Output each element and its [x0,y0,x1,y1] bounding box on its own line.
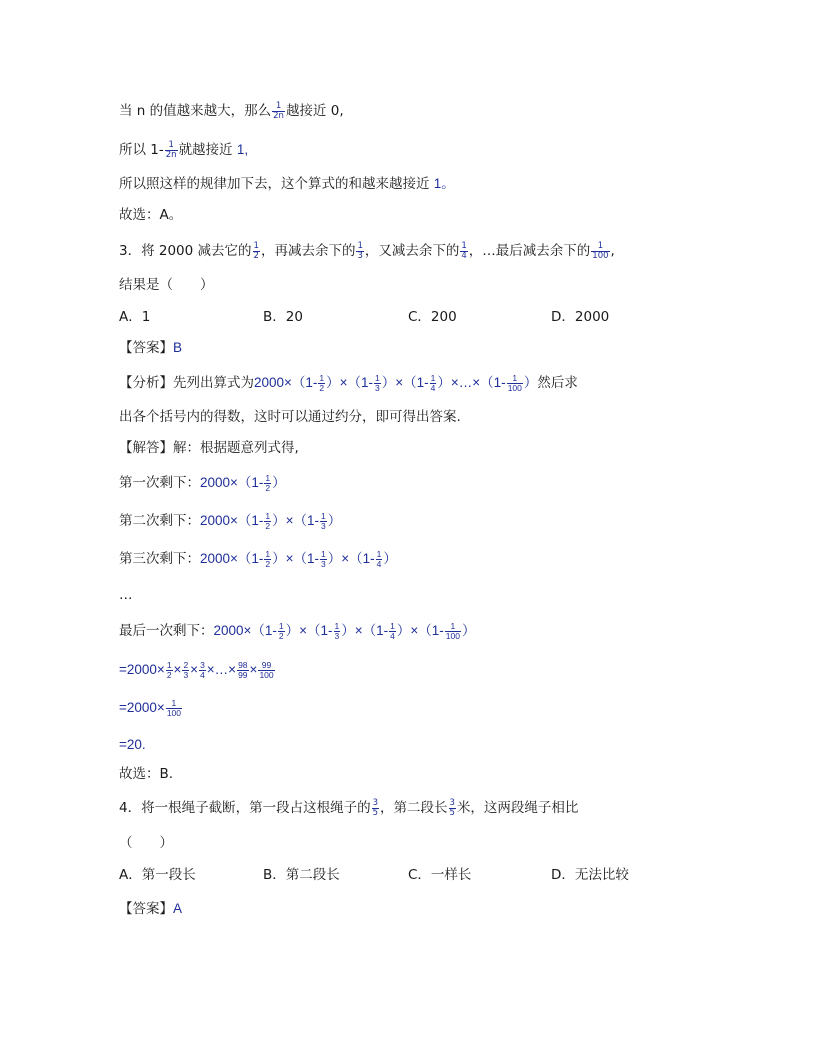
solution-end: 故选：B. [119,766,174,782]
line-4 [119,204,182,226]
solution-step-3: 第三次剩下：2000×（1- $\frac{1}{2}$ ）×（1- $\frac{1}{3}$ ）×（1- $\frac{1}{4}$ ） [119,548,397,569]
answer-4: 【答案】A [119,901,183,917]
solution-step-1: 第一次剩下：2000×（1- $\frac{1}{2}$ ） [119,472,286,493]
option-a: A．第一段长 [119,867,196,883]
question-4: 4．将一根绳子截断，第一段占这根绳子的 $\frac{3}{5}$ ，第二段长 $\frac{3}{5}$ 米，这两段绳子相比 [119,797,579,818]
text: 所以照这样的规律加下去，这个算式的和越来越接近 [119,176,430,192]
analysis-3-line2: 出各个括号内的得数，这时可以通过约分，即可得出答案. [119,409,461,425]
option-d: D．无法比较 [551,867,629,883]
solution-eq-1: =2000× $\frac{1}{2}$ × $\frac{2}{3}$ × $\frac{3}{4}$ ×…× $\frac{98}{99}$ × $\frac{99}{100}$ [119,659,274,680]
text: 所以 1- [119,142,164,158]
solution-step-last: 最后一次剩下：2000×（1- $\frac{1}{2}$ ）×（1- $\frac{1}{3}$ ）×（1- $\frac{1}{4}$ ）×（1- $\frac{1}{100}$ ） [119,620,476,641]
analysis-3: 【分析】先列出算式为2000×（1- $\frac{1}{2}$ ）×（1- $\frac{1}{3}$ ）×（1- $\frac{1}{4}$ ）×…×（1- $\frac{1}{100}$ ）然后求 [119,372,578,393]
line-3 [119,173,455,195]
solution-3: 【解答】解：根据题意列式得, [119,440,299,456]
question-3: 3．将 2000 减去它的 $\frac{1}{2}$ ，再减去余下的 $\frac{1}{3}$ ，又减去余下的 $\frac{1}{4}$ ，…最后减去余下的 $\frac{1}{100}$ , [119,240,615,261]
solution-dots: … [119,587,133,603]
option-d: D．2000 [551,309,610,325]
answer-3: 【答案】B [119,340,183,356]
solution-step-2: 第二次剩下：2000×（1- $\frac{1}{2}$ ）×（1- $\frac{1}{3}$ ） [119,510,342,531]
text: 故选：A。 [119,207,183,223]
text: 就越接近 [178,142,233,158]
option-b: B．20 [263,309,303,325]
value: 1。 [433,176,455,191]
text: 当 n 的值越来越大，那么 [119,103,272,119]
option-a: A．1 [119,309,151,325]
option-c: C．一样长 [408,867,472,883]
question-4-line2: （ ） [119,835,173,851]
solution-eq-2: =2000× $\frac{1}{100}$ [119,697,181,718]
solution-eq-3: =20. [119,737,146,752]
line-2 [119,139,248,161]
option-b: B．第二段长 [263,867,340,883]
fraction: $\frac{1}{2n}$ [273,100,284,121]
line-1 [119,100,344,122]
question-3-line2: 结果是（ ） [119,277,214,293]
value: 1, [236,142,249,157]
text: 越接近 0, [285,103,344,119]
option-c: C．200 [408,309,457,325]
fraction: $\frac{1}{2n}$ [165,139,177,160]
